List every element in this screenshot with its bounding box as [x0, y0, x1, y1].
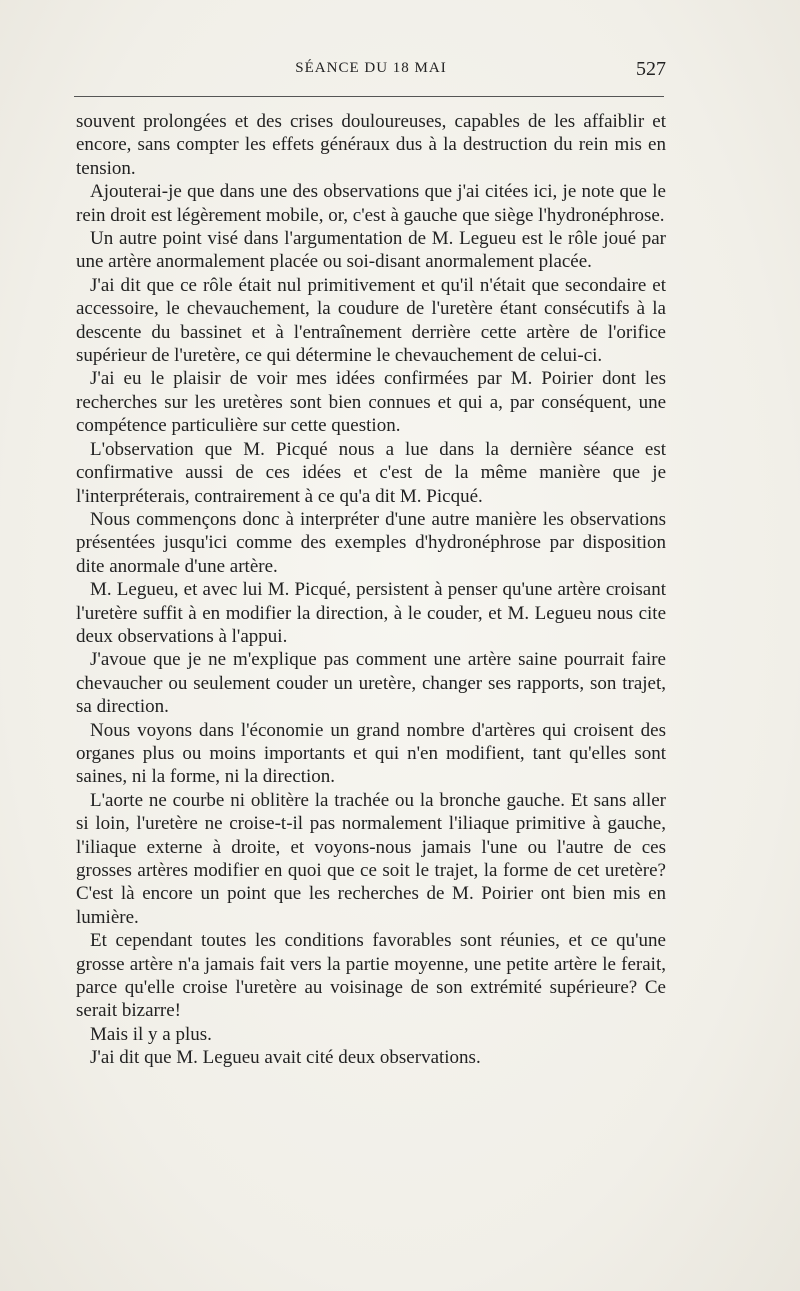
paragraph: Un autre point visé dans l'argumentation de M. Legueu est le rôle joué par une artère anormalement placée ou soi-disant anormalement placée. [76, 228, 666, 273]
body-text [76, 110, 666, 1070]
paragraph: souvent prolongées et des crises douloureuses, capables de les affaiblir et encore, sans compter les effets généraux dus à la destruction du rein mis en tension. [76, 111, 666, 179]
paragraph: M. Legueu, et avec lui M. Picqué, persistent à penser qu'une artère croisant l'uretère suffit à en modifier la direction, à le couder, et M. Legueu nous cite deux observations à l'appui. [76, 579, 666, 647]
paragraph: Et cependant toutes les conditions favorables sont réunies, et ce qu'une grosse artère n'a jamais fait vers la partie moyenne, une petite artère le ferait, parce qu'elle croise l'uretère au voisinage de son extrémité supérieure? Ce serait bizarre! [76, 930, 666, 1022]
paragraph: J'avoue que je ne m'explique pas comment une artère saine pourrait faire chevaucher ou seulement couder un uretère, changer ses rapports, son trajet, sa direction. [76, 649, 666, 718]
paragraph: Ajouterai-je que dans une des observations que j'ai citées ici, je note que le rein droit est légèrement mobile, or, c'est à gauche que siège l'hydronéphrose. [76, 181, 666, 226]
paragraph: L'aorte ne courbe ni oblitère la trachée ou la bronche gauche. Et sans aller si loin, l'uretère ne croise-t-il pas normalement l'iliaque primitive à gauche, l'iliaque externe à droite, et voyons-nous jamais l'une ou l'autre de ces grosses artères modifier en quoi que ce soit le trajet, la forme de cet uretère? C'est là encore un point que les recherches de M. Poirier ont bien mis en lumière. [76, 789, 666, 928]
paragraph: Nous voyons dans l'économie un grand nombre d'artères qui croisent des organes plus ou moins importants et qui n'en modifient, tant qu'elles sont saines, ni la forme, ni la direction. [76, 719, 666, 788]
page-number: 527 [636, 58, 666, 80]
paragraph: J'ai eu le plaisir de voir mes idées confirmées par M. Poirier dont les recherches sur les uretères sont bien connues et qui a, par conséquent, une compétence particulière sur cette question. [76, 368, 666, 437]
paragraph: J'ai dit que ce rôle était nul primitivement et qu'il n'était que secondaire et accessoire, le chevauchement, la coudure de l'uretère étant consécutifs à la descente du bassinet et à l'entraînement derrière cette artère de l'orifice supérieur de l'uretère, ce qui détermine le chevauchement de celui-ci. [76, 274, 666, 367]
header-rule [74, 96, 664, 97]
page-header [76, 58, 666, 86]
paragraph: L'observation que M. Picqué nous a lue dans la dernière séance est confirmative aussi de ces idées et c'est de la même manière que je l'interpréterais, contrairement à ce qu'a dit M. Picqué. [76, 438, 666, 507]
running-head: SÉANCE DU 18 MAI [295, 60, 447, 76]
paragraph: Mais il y a plus. [90, 1023, 212, 1045]
paragraph: Nous commençons donc à interpréter d'une autre manière les observations présentées jusqu'ici comme des exemples d'hydronéphrose par disposition dite anormale d'une artère. [76, 508, 666, 577]
paragraph: J'ai dit que M. Legueu avait cité deux observations. [90, 1047, 481, 1069]
